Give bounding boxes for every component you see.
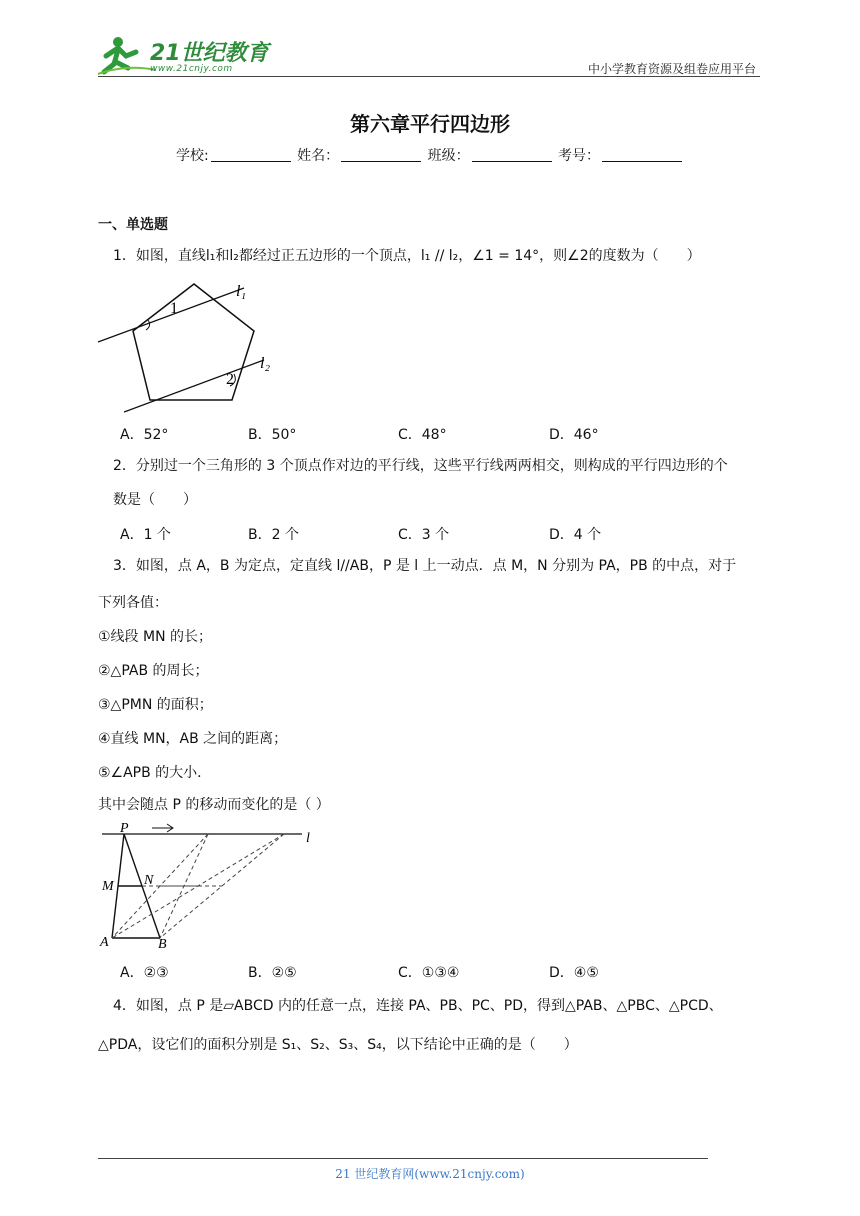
q3-item-3: ③△PMN 的面积；: [98, 697, 213, 713]
section-heading: 一、单选题: [98, 217, 168, 233]
label-N: N: [144, 873, 154, 888]
pentagon-figure: [96, 276, 286, 416]
q2-option-c[interactable]: C．3 个: [398, 527, 450, 543]
question-4-line-1: 4．如图，点 P 是▱ABCD 内的任意一点，连接 PA、PB、PC、PD，得到△PAB、△PBC、△PCD、: [113, 998, 723, 1014]
moving-point-figure: [96, 820, 326, 952]
q1-option-b[interactable]: B．50°: [248, 427, 297, 443]
q3-option-a[interactable]: A．②③: [120, 965, 169, 981]
field-id-blank[interactable]: [602, 147, 682, 162]
field-id-label: 考号：: [558, 148, 601, 164]
field-name-label: 姓名：: [297, 148, 340, 164]
question-4-line-2: △PDA，设它们的面积分别是 S₁、S₂、S₃、S₄，以下结论中正确的是（ ）: [98, 1037, 578, 1053]
platform-name: 中小学教育资源及组卷应用平台: [587, 62, 756, 76]
label-B: B: [158, 937, 167, 952]
field-school-label: 学校:: [175, 148, 209, 164]
footer-source[interactable]: 21 世纪教育网(www.21cnjy.com): [335, 1167, 525, 1181]
student-info-fields: [0, 145, 860, 165]
label-l: l: [306, 831, 310, 846]
q2-option-a[interactable]: A．1 个: [120, 527, 171, 543]
question-1-text: 1．如图，直线l₁和l₂都经过正五边形的一个顶点，l₁ // l₂，∠1 = 14°，则∠2的度数为（ ）: [113, 248, 701, 264]
q3-option-c[interactable]: C．①③④: [398, 965, 460, 981]
q2-option-b[interactable]: B．2 个: [248, 527, 299, 543]
question-3-line-2: 下列各值：: [98, 595, 168, 611]
label-l2: l₂: [260, 355, 271, 372]
q3-option-b[interactable]: B．②⑤: [248, 965, 297, 981]
field-name-blank[interactable]: [341, 147, 421, 162]
header-divider: [98, 76, 760, 77]
question-2-line-2: 数是（ ）: [113, 492, 197, 508]
question-3-prompt: 其中会随点 P 的移动而变化的是（ ）: [98, 797, 330, 813]
field-school-blank[interactable]: [211, 147, 291, 162]
field-class-label: 班级：: [427, 148, 470, 164]
label-M: M: [102, 879, 114, 894]
q3-option-d[interactable]: D．④⑤: [549, 965, 599, 981]
q1-option-d[interactable]: D．46°: [549, 427, 599, 443]
q3-item-1: ①线段 MN 的长；: [98, 629, 213, 645]
label-A: A: [100, 935, 109, 950]
question-3-line-1: 3．如图，点 A，B 为定点，定直线 l//AB，P 是 l 上一动点．点 M，N 分别为 PA，PB 的中点，对于: [113, 558, 737, 574]
footer-divider: [98, 1158, 708, 1159]
q3-item-5: ⑤∠APB 的大小．: [98, 765, 212, 781]
logo-url: www.21cnjy.com: [150, 64, 233, 74]
document-title: 第六章平行四边形: [350, 112, 510, 136]
q3-item-2: ②△PAB 的周长；: [98, 663, 209, 679]
q2-option-d[interactable]: D．4 个: [549, 527, 602, 543]
label-angle-1: 1: [170, 300, 178, 317]
q1-option-a[interactable]: A．52°: [120, 427, 169, 443]
q1-option-c[interactable]: C．48°: [398, 427, 447, 443]
question-2-line-1: 2．分别过一个三角形的 3 个顶点作对边的平行线，这些平行线两两相交，则构成的平行四边形的个: [113, 458, 728, 474]
label-l1: l₁: [236, 283, 247, 300]
label-angle-2: 2: [226, 371, 234, 388]
q3-item-4: ④直线 MN，AB 之间的距离；: [98, 731, 288, 747]
logo-text: 21世纪教育: [150, 41, 269, 66]
field-class-blank[interactable]: [472, 147, 552, 162]
label-P: P: [120, 821, 129, 836]
